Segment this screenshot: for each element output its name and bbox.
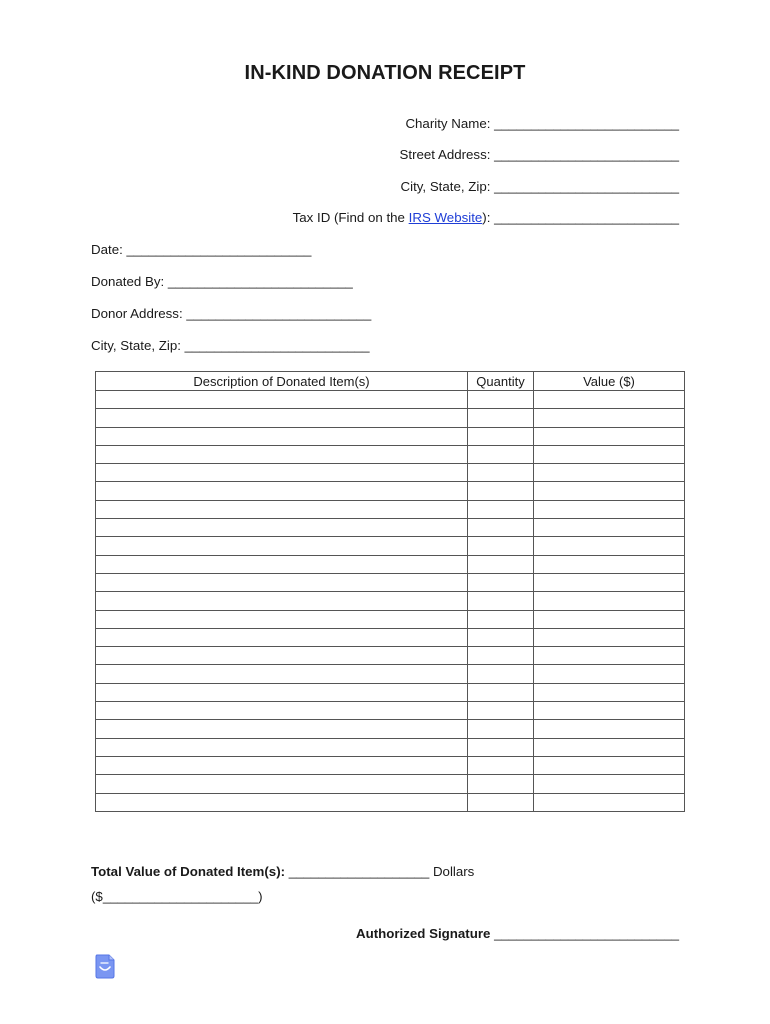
quantity-cell[interactable]: [468, 592, 534, 610]
value-cell[interactable]: [534, 738, 685, 756]
table-row: [96, 427, 685, 445]
table-row: [96, 720, 685, 738]
quantity-cell[interactable]: [468, 445, 534, 463]
description-cell[interactable]: [96, 519, 468, 537]
quantity-cell[interactable]: [468, 555, 534, 573]
table-row: [96, 738, 685, 756]
donated-by-field[interactable]: Donated By: _________________________: [91, 274, 353, 289]
description-cell[interactable]: [96, 756, 468, 774]
description-cell[interactable]: [96, 464, 468, 482]
table-row: [96, 391, 685, 409]
table-row: [96, 573, 685, 591]
value-cell[interactable]: [534, 555, 685, 573]
street-address-field[interactable]: Street Address: _________________________: [399, 147, 679, 162]
quantity-cell[interactable]: [468, 628, 534, 646]
quantity-cell[interactable]: [468, 464, 534, 482]
value-cell[interactable]: [534, 756, 685, 774]
description-cell[interactable]: [96, 445, 468, 463]
signature-blank[interactable]: _________________________: [490, 926, 679, 941]
description-cell[interactable]: [96, 427, 468, 445]
document-logo-icon: [94, 953, 116, 979]
quantity-cell[interactable]: [468, 756, 534, 774]
description-cell[interactable]: [96, 537, 468, 555]
description-cell[interactable]: [96, 793, 468, 811]
description-cell[interactable]: [96, 775, 468, 793]
value-cell[interactable]: [534, 628, 685, 646]
table-row: [96, 592, 685, 610]
description-cell[interactable]: [96, 720, 468, 738]
table-row: [96, 537, 685, 555]
tax-id-field[interactable]: [293, 210, 679, 225]
value-cell[interactable]: [534, 702, 685, 720]
value-cell[interactable]: [534, 573, 685, 591]
value-cell[interactable]: [534, 464, 685, 482]
description-header: Description of Donated Item(s): [96, 372, 468, 391]
value-cell[interactable]: [534, 775, 685, 793]
authorized-signature-label: Authorized Signature: [355, 926, 491, 941]
table-row: [96, 756, 685, 774]
table-body: [96, 391, 685, 812]
description-cell[interactable]: [96, 500, 468, 518]
table-row: [96, 775, 685, 793]
table-row: [96, 482, 685, 500]
table-row: [96, 793, 685, 811]
total-value-label: Total Value of Donated Item(s):: [91, 864, 286, 879]
value-cell[interactable]: [534, 409, 685, 427]
date-field[interactable]: Date: _________________________: [91, 242, 312, 257]
irs-website-link[interactable]: IRS Website: [408, 210, 483, 225]
description-cell[interactable]: [96, 665, 468, 683]
quantity-cell[interactable]: [468, 519, 534, 537]
signature-line: [356, 926, 679, 941]
description-cell[interactable]: [96, 738, 468, 756]
quantity-cell[interactable]: [468, 738, 534, 756]
value-cell[interactable]: [534, 683, 685, 701]
tax-id-prefix: Tax ID (Find on the: [292, 210, 409, 225]
value-cell[interactable]: [534, 720, 685, 738]
value-cell[interactable]: [534, 445, 685, 463]
value-cell[interactable]: [534, 427, 685, 445]
quantity-cell[interactable]: [468, 702, 534, 720]
quantity-cell[interactable]: [468, 427, 534, 445]
quantity-cell[interactable]: [468, 610, 534, 628]
quantity-header: Quantity: [468, 372, 534, 391]
table-row: [96, 702, 685, 720]
value-cell[interactable]: [534, 519, 685, 537]
table-row: [96, 409, 685, 427]
value-cell[interactable]: [534, 482, 685, 500]
quantity-cell[interactable]: [468, 683, 534, 701]
total-value-line: [91, 864, 474, 879]
charity-name-field[interactable]: Charity Name: _________________________: [405, 116, 679, 131]
quantity-cell[interactable]: [468, 573, 534, 591]
description-cell[interactable]: [96, 555, 468, 573]
description-cell[interactable]: [96, 482, 468, 500]
description-cell[interactable]: [96, 391, 468, 409]
table-row: [96, 647, 685, 665]
table-row: [96, 610, 685, 628]
description-cell[interactable]: [96, 592, 468, 610]
table-header-row: [96, 372, 685, 391]
table-row: [96, 445, 685, 463]
quantity-cell[interactable]: [468, 391, 534, 409]
quantity-cell[interactable]: [468, 500, 534, 518]
value-header: Value ($): [534, 372, 685, 391]
value-cell[interactable]: [534, 537, 685, 555]
quantity-cell[interactable]: [468, 775, 534, 793]
page-title: IN-KIND DONATION RECEIPT: [244, 62, 526, 84]
description-cell[interactable]: [96, 573, 468, 591]
description-cell[interactable]: [96, 683, 468, 701]
quantity-cell[interactable]: [468, 720, 534, 738]
description-cell[interactable]: [96, 409, 468, 427]
description-cell[interactable]: [96, 647, 468, 665]
donor-address-field[interactable]: Donor Address: _________________________: [91, 306, 372, 321]
table-row: [96, 683, 685, 701]
quantity-cell[interactable]: [468, 665, 534, 683]
table-row: [96, 555, 685, 573]
quantity-cell[interactable]: [468, 482, 534, 500]
table-row: [96, 519, 685, 537]
description-cell[interactable]: [96, 628, 468, 646]
total-dollar-amount-blank[interactable]: ($_____________________): [91, 889, 263, 904]
description-cell[interactable]: [96, 610, 468, 628]
value-cell[interactable]: [534, 500, 685, 518]
table-row: [96, 628, 685, 646]
description-cell[interactable]: [96, 702, 468, 720]
quantity-cell[interactable]: [468, 793, 534, 811]
table-row: [96, 464, 685, 482]
value-cell[interactable]: [534, 592, 685, 610]
value-cell[interactable]: [534, 665, 685, 683]
tax-id-suffix: ): _________________________: [482, 210, 679, 225]
quantity-cell[interactable]: [468, 647, 534, 665]
quantity-cell[interactable]: [468, 537, 534, 555]
value-cell[interactable]: [534, 793, 685, 811]
quantity-cell[interactable]: [468, 409, 534, 427]
charity-city-state-zip-field[interactable]: City, State, Zip: _________________________: [400, 179, 679, 194]
donor-city-state-zip-field[interactable]: City, State, Zip: _________________________: [91, 338, 370, 353]
donated-items-table: [95, 371, 685, 812]
table-row: [96, 500, 685, 518]
total-value-blank[interactable]: ___________________ Dollars: [285, 864, 475, 879]
value-cell[interactable]: [534, 647, 685, 665]
value-cell[interactable]: [534, 610, 685, 628]
value-cell[interactable]: [534, 391, 685, 409]
table-row: [96, 665, 685, 683]
